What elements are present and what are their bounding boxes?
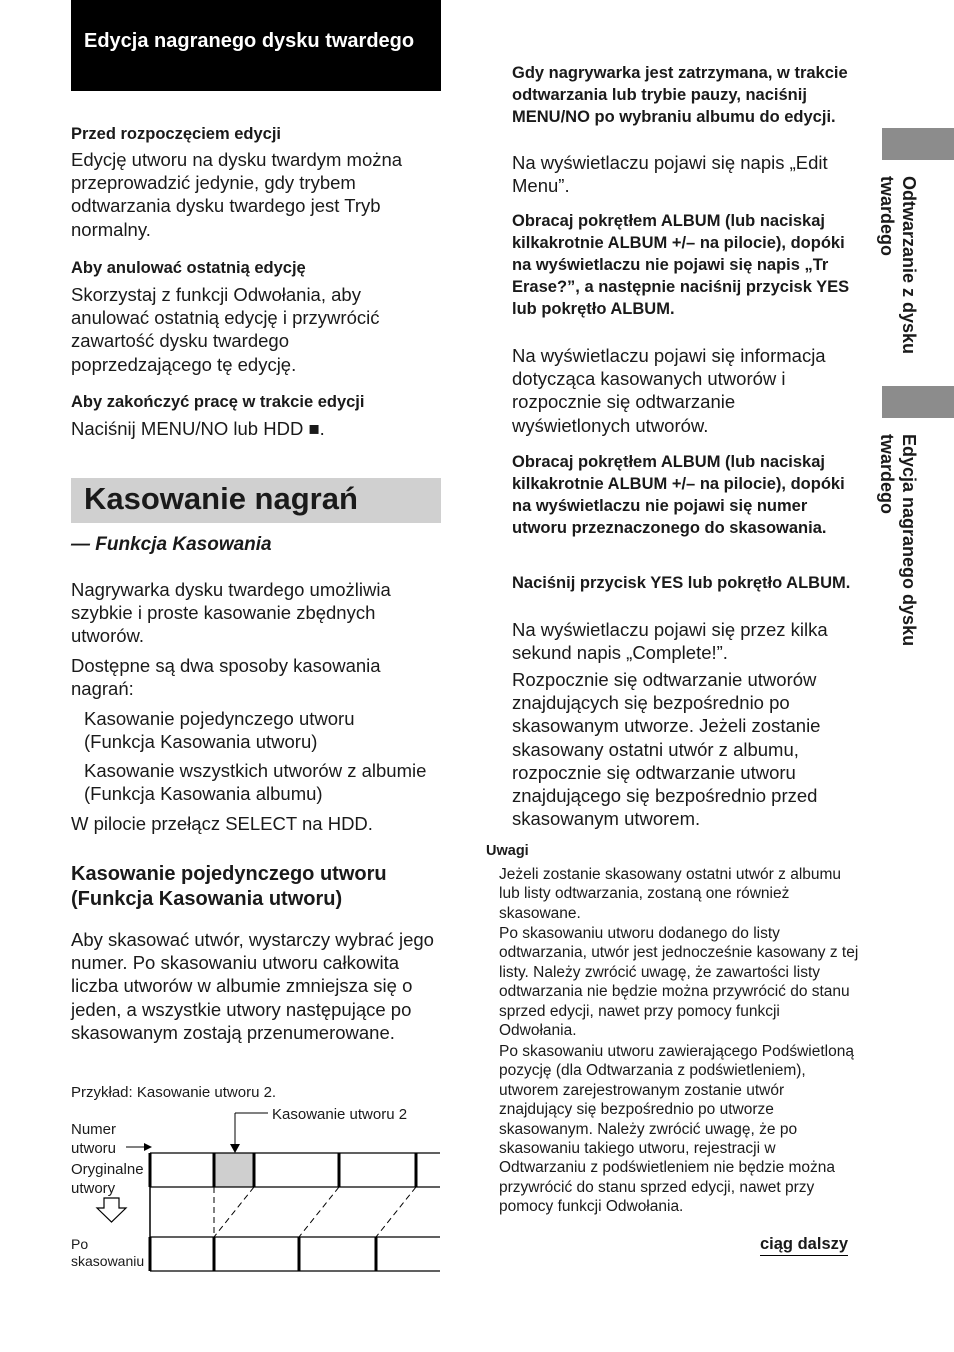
methods-text: Dostępne są dwa sposoby kasowania nagrań: (71, 655, 381, 700)
finish-heading: Aby zakończyć pracę w trakcie edycji (71, 393, 365, 411)
step-1-instruction: Gdy nagrywarka jest zatrzymana, w trakcie odtwarzania lub trybie pauzy, naciśnij MENU/NO po wybraniu albumu do edycji. (512, 64, 848, 126)
erase-track-label: Kasowanie utworu 2 (272, 1106, 408, 1123)
side-tab-label-1: Odtwarzanie z dysku twardego (877, 176, 919, 355)
side-tab-marker-1 (882, 128, 954, 160)
continued-link[interactable]: ciąg dalszy (760, 1234, 848, 1256)
step-1-result: Na wyświetlaczu pojawi się napis „Edit Menu”. (512, 152, 828, 197)
before-editing-heading: Przed rozpoczęciem edycji (71, 125, 281, 143)
erase-leader-arrowhead (230, 1144, 240, 1153)
intro-text: Nagrywarka dysku twardego umożliwia szybkie i proste kasowanie zbędnych utworów. (71, 579, 391, 647)
mapping-line (214, 1187, 254, 1237)
mapping-line (376, 1187, 416, 1237)
section-subtitle: — Funkcja Kasowania (71, 534, 272, 555)
original-tracks-label-2: utwory (71, 1180, 116, 1197)
cancel-last-text: Skorzystaj z funkcji Odwołania, aby anulować ostatnią edycję i przywrócić zawartość dysku twardego poprzedzającego tę edycję. (71, 284, 380, 375)
step-2-result: Na wyświetlaczu pojawi się informacja dotycząca kasowanych utworów i rozpocznie się odtwarzanie wyświetlonych utworów. (512, 345, 826, 436)
note-item-1: Jeżeli zostanie skasowany ostatni utwór z albumu lub listy odtwarzania, zostaną one również skasowane. (499, 866, 842, 922)
step-4-result-1: Na wyświetlaczu pojawi się przez kilka sekund napis „Complete!”. (512, 619, 828, 664)
after-erase-label-1: Po (71, 1236, 89, 1252)
before-editing-text: Edycję utworu na dysku twardym można przeprowadzić jedynie, gdy trybem odtwarzania dysku twardego jest Tryb normalny. (71, 149, 403, 240)
mapping-line (299, 1187, 339, 1237)
side-tab-label-2: Edycja nagranego dysku twardego (877, 434, 919, 647)
step-2-instruction: Obracaj pokrętłem ALBUM (lub naciskaj kilkakrotnie ALBUM +/– na pilocie), dopóki na wyświetlaczu nie pojawi się napis „Tr Erase?”, a następnie naciśnij przycisk YES lub pokrętło ALBUM. (512, 212, 850, 318)
track-number-arrowhead (144, 1143, 152, 1151)
side-tab-marker-2 (882, 386, 954, 418)
remote-text: W pilocie przełącz SELECT na HDD. (71, 813, 373, 834)
notes-heading: Uwagi (486, 843, 529, 859)
method-item-1: Kasowanie pojedynczego utworu (Funkcja Kasowania utworu) (84, 708, 355, 753)
single-erase-text: Aby skasować utwór, wystarczy wybrać jego numer. Po skasowaniu utworu całkowita liczba utworów w albumie zmniejsza się o jeden, a wszystkie utwory następujące po skasowanym zostają przenumerowane. (71, 929, 434, 1043)
example-caption: Przykład: Kasowanie utworu 2. (71, 1084, 277, 1101)
track-number-label-1: Numer (71, 1121, 117, 1138)
erased-track-highlight (214, 1153, 254, 1187)
track-number-label-2: utworu (71, 1140, 117, 1157)
note-item-3: Po skasowaniu utworu zawierającego Podświetloną pozycję (dla Odtwarzania z podświetleniem), utworem zarejestrowanym zostanie utwór znajdujący się bezpośrednio po utworze skasowanym. Należy zwrócić uwagę, że po skasowaniu takiego utworu, rejestracji w Odtwarzaniu z podświetleniem nie będzie można przywrócić do stanu sprzed edycji, nawet przy pomocy funkcji Odwołania. (499, 1043, 854, 1216)
single-erase-heading: Kasowanie pojedynczego utworu (Funkcja Kasowania utworu) (71, 863, 387, 910)
finish-text: Naciśnij MENU/NO lub HDD ■. (71, 418, 325, 439)
method-item-2: Kasowanie wszystkich utworów z albumie (Funkcja Kasowania albumu) (84, 760, 427, 805)
step-4-instruction: Naciśnij przycisk YES lub pokrętło ALBUM. (512, 574, 851, 592)
down-arrow-icon (97, 1198, 126, 1222)
step-3-instruction: Obracaj pokrętłem ALBUM (lub naciskaj kilkakrotnie ALBUM +/– na pilocie), dopóki na wyświetlaczu nie pojawi się numer utworu przeznaczonego do skasowania. (512, 453, 845, 537)
original-tracks-label-1: Oryginalne (71, 1161, 144, 1178)
after-erase-label-2: skasowaniu (71, 1253, 145, 1269)
cancel-last-heading: Aby anulować ostatnią edycję (71, 259, 306, 277)
top-heading: Edycja nagranego dysku twardego (84, 30, 415, 52)
step-4-result-2: Rozpocznie się odtwarzanie utworów znajdujących się bezpośrednio po skasowanym utworze. Jeżeli zostanie skasowany ostatni utwór z albumu, rozpocznie się odtwarzanie utworu znajdującego się bezpośrednio przed skasowanym utworem. (512, 669, 821, 830)
section-title: Kasowanie nagrań (84, 481, 358, 516)
note-item-2: Po skasowaniu utworu dodanego do listy odtwarzania, utwór jest jednocześnie kasowany z tej listy. Należy zwrócić uwagę, że zawartości listy odtwarzania nie będzie można przywrócić do stanu sprzed edycji, nawet przy pomocy funkcji Odwołania. (499, 925, 859, 1040)
